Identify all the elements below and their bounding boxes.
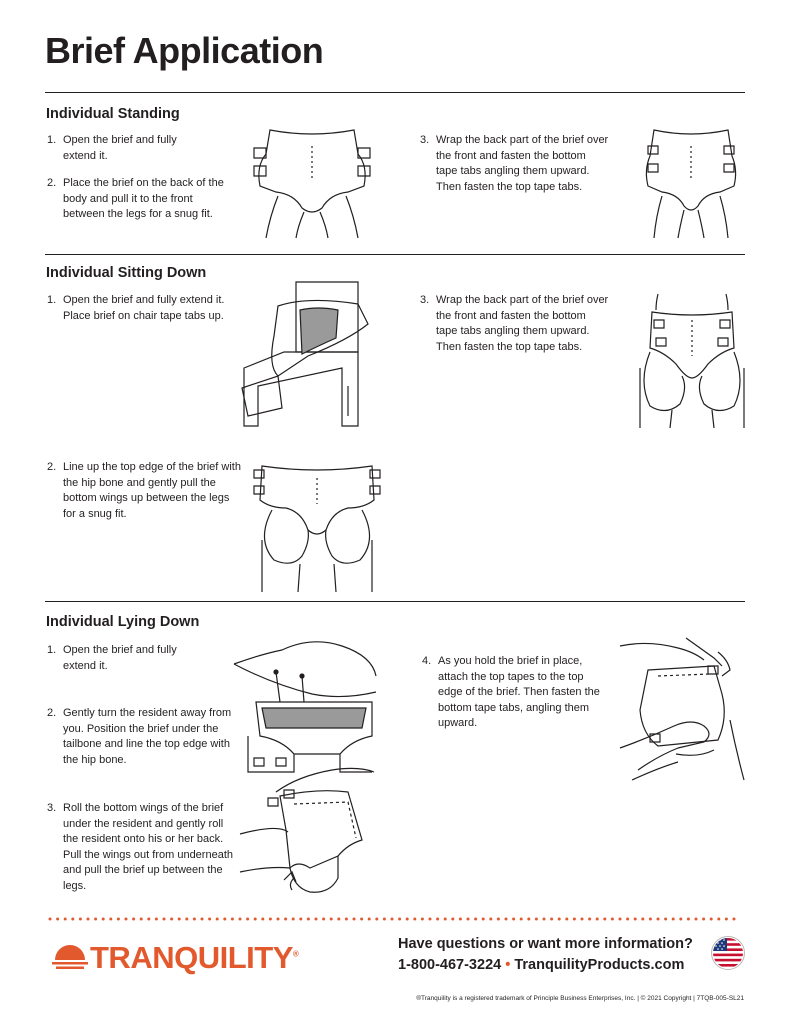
separator-dot [672,918,675,921]
step-sitting-2: 2. Line up the top edge of the brief with the hip bone and gently pull the bottom wings up between the legs for a snug fit. [47,461,241,520]
separator-dot [330,918,333,921]
dotted-separator [48,917,743,921]
separator-dot [79,918,82,921]
divider [45,601,745,602]
separator-dot [383,918,386,921]
brand-name: TRANQUILITY® [90,940,299,975]
separator-dot [603,918,606,921]
footer-legal: ®Tranquility is a registered trademark of Principle Business Enterprises, Inc. | © 2021 Copyright | 7TQB-005-SL21 [416,995,744,1002]
separator-dot [619,918,622,921]
separator-dot [147,918,150,921]
separator-dot [679,918,682,921]
separator-dot [208,918,211,921]
separator-dot [512,918,515,921]
phone-number: 1-800-467-3224 [398,957,502,973]
separator-dot [117,918,120,921]
separator-dot [710,918,713,921]
separator-dot [535,918,538,921]
separator-dot [239,918,242,921]
separator-dot [155,918,158,921]
separator-dot [170,918,173,921]
section-title-sitting: Individual Sitting Down [46,265,207,281]
separator-dot [292,918,295,921]
separator-dot [360,918,363,921]
page-title: Brief Application [45,30,324,71]
separator-dot [695,918,698,921]
separator-dot [520,918,523,921]
separator-dot [573,918,576,921]
illustration-lying-roll-back [238,768,378,894]
separator-dot [269,918,272,921]
separator-dot [581,918,584,921]
separator-dot [375,918,378,921]
illustration-sitting-brief-fastened [636,292,748,428]
divider [45,254,745,255]
separator-dot [277,918,280,921]
separator-dot [337,918,340,921]
separator-dot [87,918,90,921]
illustration-standing-brief-back [248,126,376,238]
separator-dot [505,918,508,921]
separator-dot [178,918,181,921]
separator-dot [429,918,432,921]
step-sitting-3: 3. Wrap the back part of the brief over the front and fasten the bottom tape tabs angling them upward. Then fasten the top tape tabs. [420,294,609,353]
separator-dot [345,918,348,921]
separator-dot [231,918,234,921]
separator-dot [413,918,416,921]
separator-dot [664,918,667,921]
separator-dot [140,918,143,921]
separator-dot [102,918,105,921]
brand-logo [52,936,297,976]
separator-dot [444,918,447,921]
illustration-sitting-brief-lined-up [252,460,382,592]
separator-dot [261,918,264,921]
contact-question: Have questions or want more information? [398,936,693,952]
separator-dot [163,918,166,921]
sunrise-logo-icon [52,940,88,970]
separator-dot [596,918,599,921]
separator-dot [71,918,74,921]
separator-dot [626,918,629,921]
step-lying-3: 3. Roll the bottom wings of the brief under the resident and gently roll the resident onto his or her back. Pull the wings out from underneath and pull the brief up between the legs. [47,802,233,892]
separator-dot [611,918,614,921]
step-standing-2: 2. Place the brief on the back of the body and pull it to the front between the legs for a snug fit. [47,177,224,220]
separator-dot [299,918,302,921]
step-standing-1: 1. Open the brief and fully extend it. [47,134,177,162]
separator-dot [132,918,135,921]
separator-dot [482,918,485,921]
separator-dot [634,918,637,921]
separator-dot [717,918,720,921]
separator-dot [687,918,690,921]
separator-dot [368,918,371,921]
contact-line [398,955,693,976]
step-lying-2: 2. Gently turn the resident away from you. Position the brief under the tailbone and line the top edge with the hip bone. [47,707,232,766]
separator-dot [201,918,204,921]
separator-dot [489,918,492,921]
section-title-standing: Individual Standing [46,106,180,122]
separator-dot [64,918,67,921]
usa-flag-icon [711,936,745,970]
separator-dot [216,918,219,921]
separator-dot [451,918,454,921]
separator-dot [543,918,546,921]
separator-dot [406,918,409,921]
illustration-sitting-brief-on-chair [238,276,378,428]
step-lying-1: 1. Open the brief and fully extend it. [47,644,177,672]
divider [45,92,745,93]
separator-dot [94,918,97,921]
illustration-standing-brief-fastened [640,126,742,238]
separator-dot [353,918,356,921]
illustration-lying-turned-resident [232,636,378,772]
separator-dot [565,918,568,921]
separator-dot [398,918,401,921]
separator-dot [497,918,500,921]
step-standing-3: 3. Wrap the back part of the brief over the front and fasten the bottom tape tabs angling them upward. Then fasten the top tape tabs. [420,134,609,193]
separator-dot [474,918,477,921]
separator-dot [527,918,530,921]
separator-dot [436,918,439,921]
separator-dot [56,918,59,921]
separator-dot [284,918,287,921]
separator-dot [641,918,644,921]
separator-dot [467,918,470,921]
website-link: TranquilityProducts.com [514,957,685,973]
step-sitting-1: 1. Open the brief and fully extend it. Place brief on chair tape tabs up. [47,294,225,322]
separator-dot [254,918,257,921]
separator-dot [391,918,394,921]
section-title-lying: Individual Lying Down [46,614,200,630]
separator-dot [588,918,591,921]
separator-dot [657,918,660,921]
separator-dot [315,918,318,921]
separator-dot [109,918,112,921]
separator-dot [558,918,561,921]
separator-dot [459,918,462,921]
separator-dot [246,918,249,921]
separator-dot [193,918,196,921]
separator-dot [322,918,325,921]
separator-dot [649,918,652,921]
separator-dot [185,918,188,921]
separator-dot [307,918,310,921]
step-lying-4: 4. As you hold the brief in place, attach the top tapes to the top edge of the brief. Then fasten the bottom tape tabs, angling them upward. [422,655,600,729]
separator-dot [702,918,705,921]
separator-dot [421,918,424,921]
separator-bullet: • [505,957,511,973]
illustration-lying-fastening [618,630,746,786]
separator-dot [725,918,728,921]
separator-dot [49,918,52,921]
separator-dot [733,918,736,921]
separator-dot [125,918,128,921]
separator-dot [550,918,553,921]
contact-block [398,934,693,976]
separator-dot [223,918,226,921]
